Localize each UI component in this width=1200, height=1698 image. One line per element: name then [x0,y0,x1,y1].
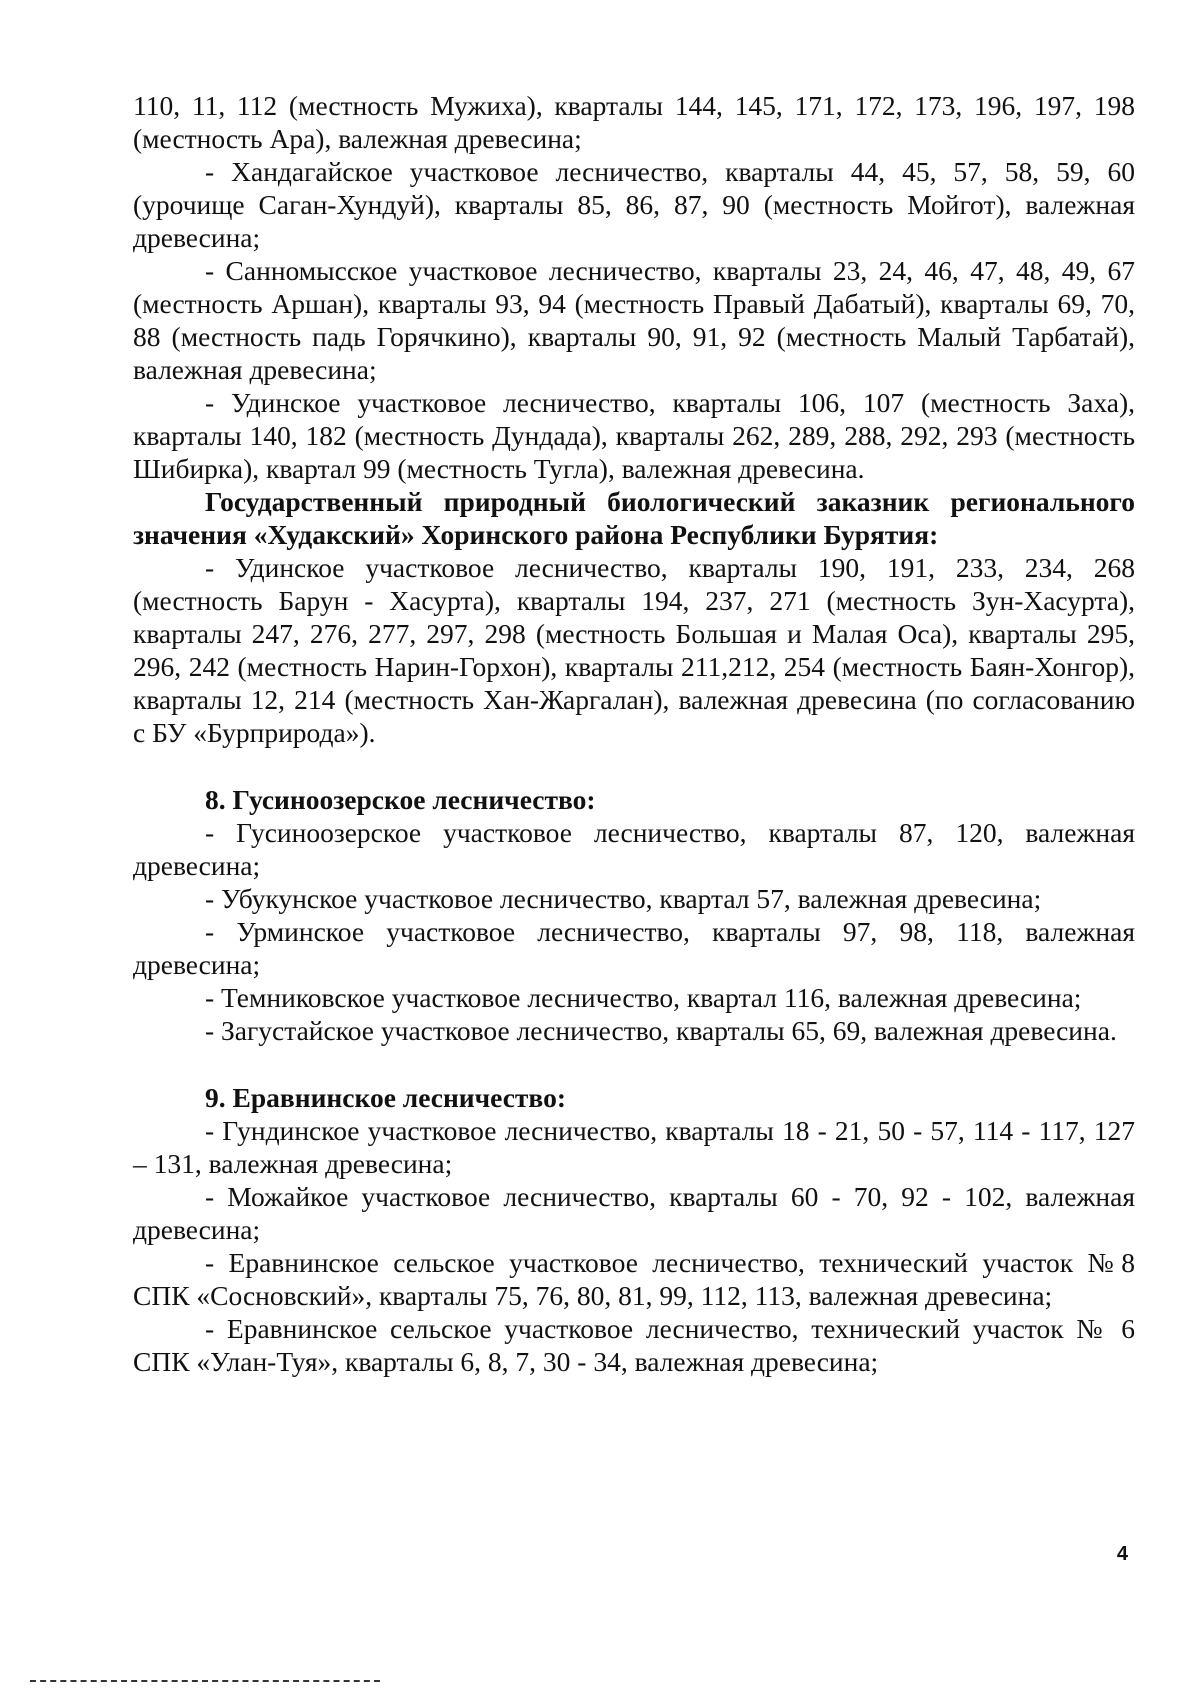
section-9-item: - Еравнинское сельское участковое лесничество, технический участок № 6 СПК «Улан-Туя», кварталы 6, 8, 7, 30 - 34, валежная древесина; [133,1313,1135,1377]
section-8-item: - Урминское участковое лесничество, кварталы 97, 98, 118, валежная древесина; [133,916,1135,980]
paragraph-khandagai: - Хандагайское участковое лесничество, кварталы 44, 45, 57, 58, 59, 60 (урочище Саган-Хундуй), кварталы 85, 86, 87, 90 (местность Мойгот), валежная древесина; [133,156,1135,253]
section-9-item: - Еравнинское сельское участковое лесничество, технический участок №8 СПК «Сосновский», кварталы 75, 76, 80, 81, 99, 112, 113, валежная древесина; [133,1247,1135,1311]
section-8-item: - Загустайское участковое лесничество, кварталы 65, 69, валежная древесина. [205,1015,1117,1046]
footer-divider [30,1680,380,1682]
section-9-title: 9. Еравнинское лесничество: [205,1082,566,1113]
section-8-title: 8. Гусиноозерское лесничество: [205,784,596,815]
section-9-item: - Гундинское участковое лесничество, кварталы 18 - 21, 50 - 57, 114 - 117, 127 – 131, валежная древесина; [133,1115,1135,1179]
reserve-title: Государственный природный биологический заказник регионального значения «Худакский» Хоринского района Республики Бурятия: [133,486,1135,550]
paragraph-sannomyss: - Санномысское участковое лесничество, кварталы 23, 24, 46, 47, 48, 49, 67 (местность Аршан), кварталы 93, 94 (местность Правый Дабатый), кварталы 69, 70, 88 (местность падь Горячкино), кварталы 90, 91, 92 (местность Малый Тарбатай), валежная древесина; [133,255,1135,385]
section-8-item: - Гусиноозерское участковое лесничество, кварталы 87, 120, валежная древесина; [133,817,1135,881]
section-8-item: - Темниковское участковое лесничество, квартал 116, валежная древесина; [205,982,1082,1013]
paragraph-continuation: 110, 11, 112 (местность Мужиха), кварталы 144, 145, 171, 172, 173, 196, 197, 198 (местность Ара), валежная древесина; [133,90,1135,154]
reserve-text: - Удинское участковое лесничество, кварталы 190, 191, 233, 234, 268 (местность Барун - Хасурта), кварталы 194, 237, 271 (местность Зун-Хасурта), кварталы 247, 276, 277, 297, 298 (местность Большая и Малая Оса), кварталы 295, 296, 242 (местность Нарин-Горхон), кварталы 211,212, 254 (местность Баян-Хонгор), кварталы 12, 214 (местность Хан-Жаргалан), валежная древесина (по согласованию с БУ «Бурприрода»). [133,552,1135,748]
document-body [133,89,1135,1378]
section-8-item: - Убукунское участковое лесничество, квартал 57, валежная древесина; [205,883,1042,914]
paragraph-udinsk: - Удинское участковое лесничество, кварталы 106, 107 (местность Заха), кварталы 140, 182 (местность Дундада), кварталы 262, 289, 288, 292, 293 (местность Шибирка), квартал 99 (местность Тугла), валежная древесина. [133,387,1135,484]
section-9-item: - Можайкое участковое лесничество, кварталы 60 - 70, 92 - 102, валежная древесина; [133,1181,1135,1245]
page-number: 4 [1116,1543,1128,1565]
